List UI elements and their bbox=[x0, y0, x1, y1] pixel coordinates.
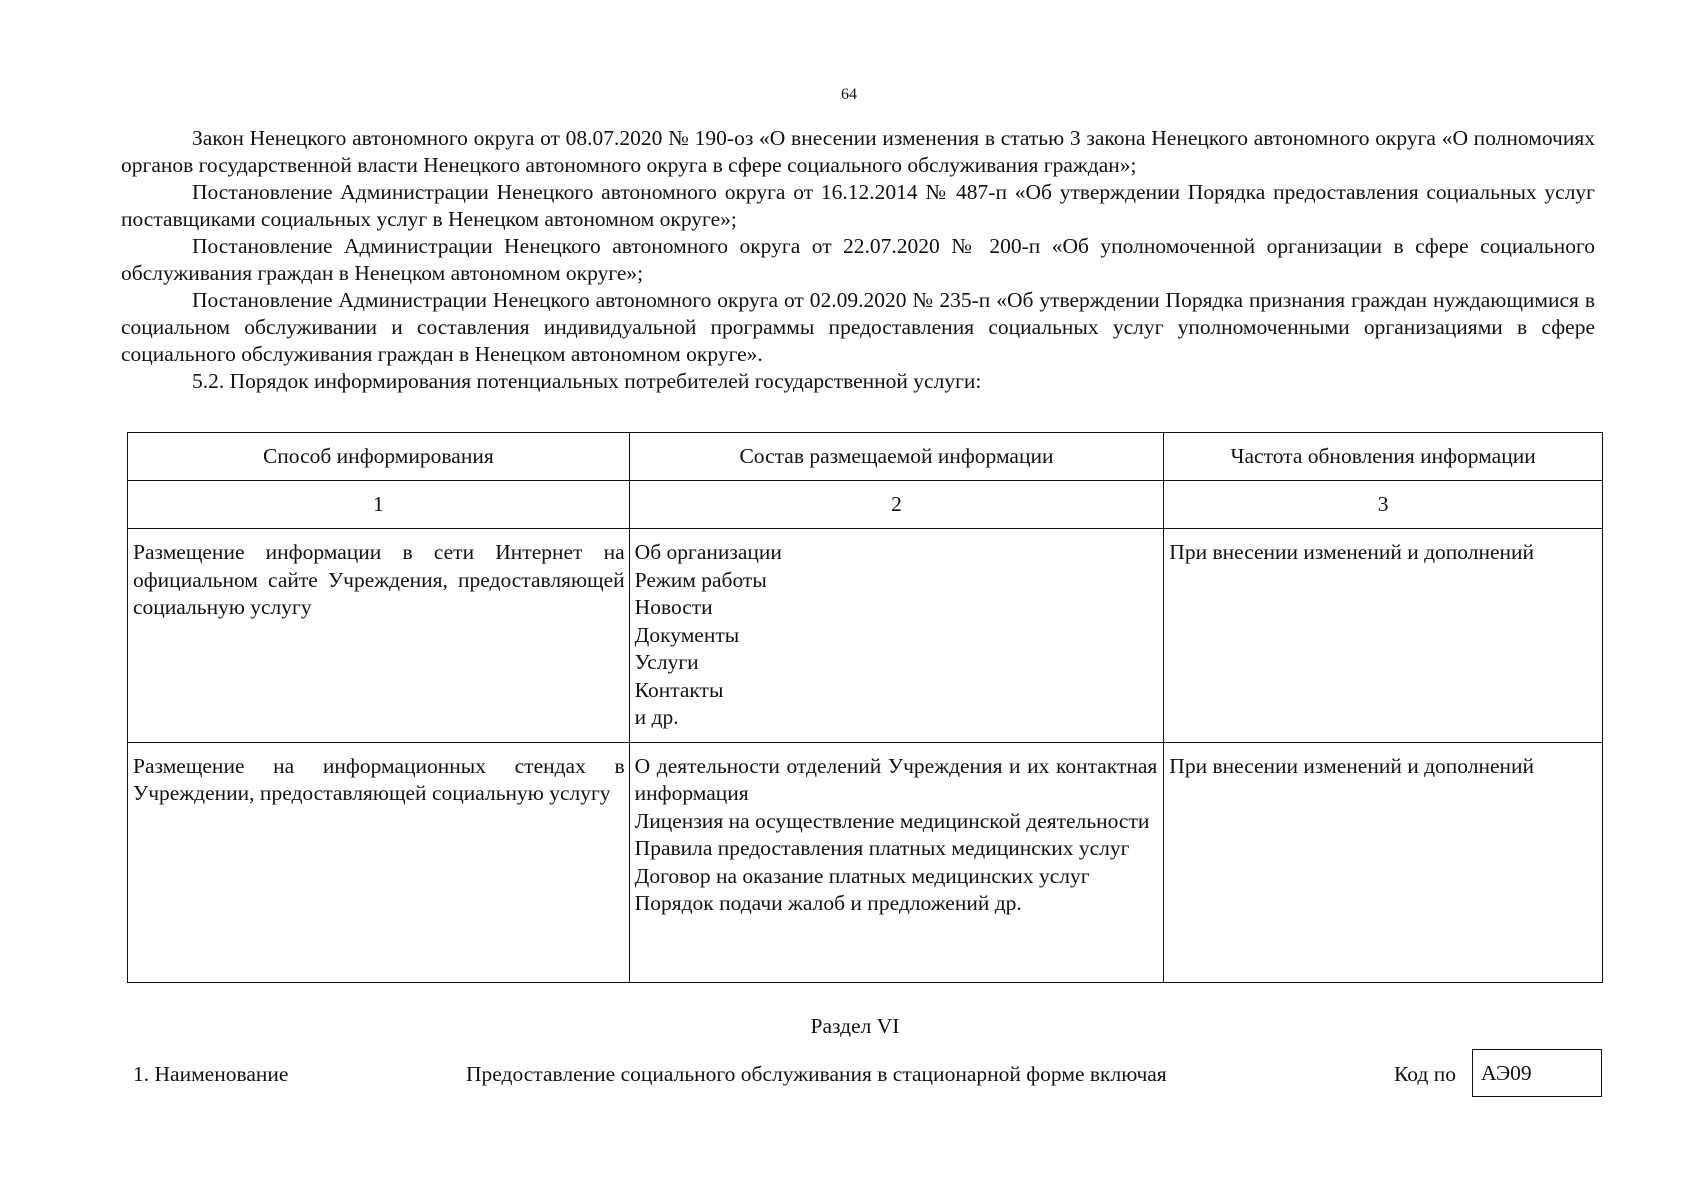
header-method: Способ информирования bbox=[128, 433, 630, 481]
content-item: Порядок подачи жалоб и предложений др. bbox=[634, 891, 1022, 915]
table-header-row bbox=[128, 433, 1603, 481]
cell-method: Размещение информации в сети Интернет на официальном сайте Учреждения, предоставляющей социальную услугу bbox=[128, 529, 630, 743]
content-item: Услуги bbox=[634, 650, 699, 674]
content-item: О деятельности отделений Учреждения и их контактная информация bbox=[634, 753, 1158, 805]
cell-content bbox=[629, 529, 1164, 743]
paragraph-law-190: Закон Ненецкого автономного округа от 08.07.2020 № 190-оз «О внесении изменения в статью 3 закона Ненецкого автономного округа «О полномочиях органов государственной власти Ненецкого автономного округа в сфере социального обслуживания граждан»; bbox=[121, 126, 1595, 177]
content-item: Режим работы bbox=[634, 567, 767, 592]
content-item: Договор на оказание платных медицинских услуг bbox=[634, 863, 1090, 888]
content-item: и др. bbox=[634, 705, 679, 729]
table-row bbox=[128, 529, 1603, 743]
paragraph-resolution-235: Постановление Администрации Ненецкого автономного округа от 02.09.2020 № 235-п «Об утверждении Порядка признания граждан нуждающимися в социальном обслуживании и составления индивидуальной программы предоставления социальных услуг уполномоченными организациями в сфере социального обслуживания граждан в Ненецком автономном округе». bbox=[121, 288, 1595, 366]
cell-frequency: При внесении изменений и дополнений bbox=[1164, 742, 1603, 982]
content-item: Контакты bbox=[634, 677, 724, 702]
content-item: Лицензия на осуществление медицинской деятельности bbox=[634, 808, 1150, 833]
content-item: Правила предоставления платных медицинских услуг bbox=[634, 836, 1130, 860]
section-title: Раздел VI bbox=[810, 1014, 900, 1038]
cell-content bbox=[629, 742, 1164, 982]
paragraph-section-5-2: 5.2. Порядок информирования потенциальных потребителей государственной услуги: bbox=[192, 369, 982, 393]
section-name-row bbox=[133, 1054, 1603, 1098]
page-number: 64 bbox=[841, 86, 857, 103]
name-label: 1. Наименование bbox=[133, 1062, 289, 1086]
informing-table bbox=[127, 432, 1603, 983]
content-item: Об организации bbox=[634, 540, 782, 564]
paragraph-resolution-487: Постановление Администрации Ненецкого автономного округа от 16.12.2014 № 487-п «Об утверждении Порядка предоставления социальных услуг поставщиками социальных услуг в Ненецком автономном округе»; bbox=[121, 180, 1595, 231]
column-number-1: 1 bbox=[128, 481, 630, 529]
cell-method: Размещение на информационных стендах в Учреждении, предоставляющей социальную услугу bbox=[128, 742, 630, 982]
column-number-2: 2 bbox=[629, 481, 1164, 529]
code-label: Код по bbox=[1394, 1062, 1456, 1086]
code-box: АЭ09 bbox=[1472, 1049, 1602, 1097]
body-text bbox=[121, 125, 1595, 395]
table-number-row bbox=[128, 481, 1603, 529]
paragraph-resolution-200: Постановление Администрации Ненецкого автономного округа от 22.07.2020 № 200-п «Об уполномоченной организации в сфере социального обслуживания граждан в Ненецком автономном округе»; bbox=[121, 234, 1595, 285]
header-frequency: Частота обновления информации bbox=[1164, 433, 1603, 481]
content-item: Новости bbox=[634, 595, 713, 619]
table-row bbox=[128, 742, 1603, 982]
column-number-3: 3 bbox=[1164, 481, 1603, 529]
name-value: Предоставление социального обслуживания в стационарной форме включая bbox=[466, 1062, 1167, 1086]
header-content: Состав размещаемой информации bbox=[629, 433, 1164, 481]
cell-frequency: При внесении изменений и дополнений bbox=[1164, 529, 1603, 743]
content-item: Документы bbox=[634, 622, 740, 647]
